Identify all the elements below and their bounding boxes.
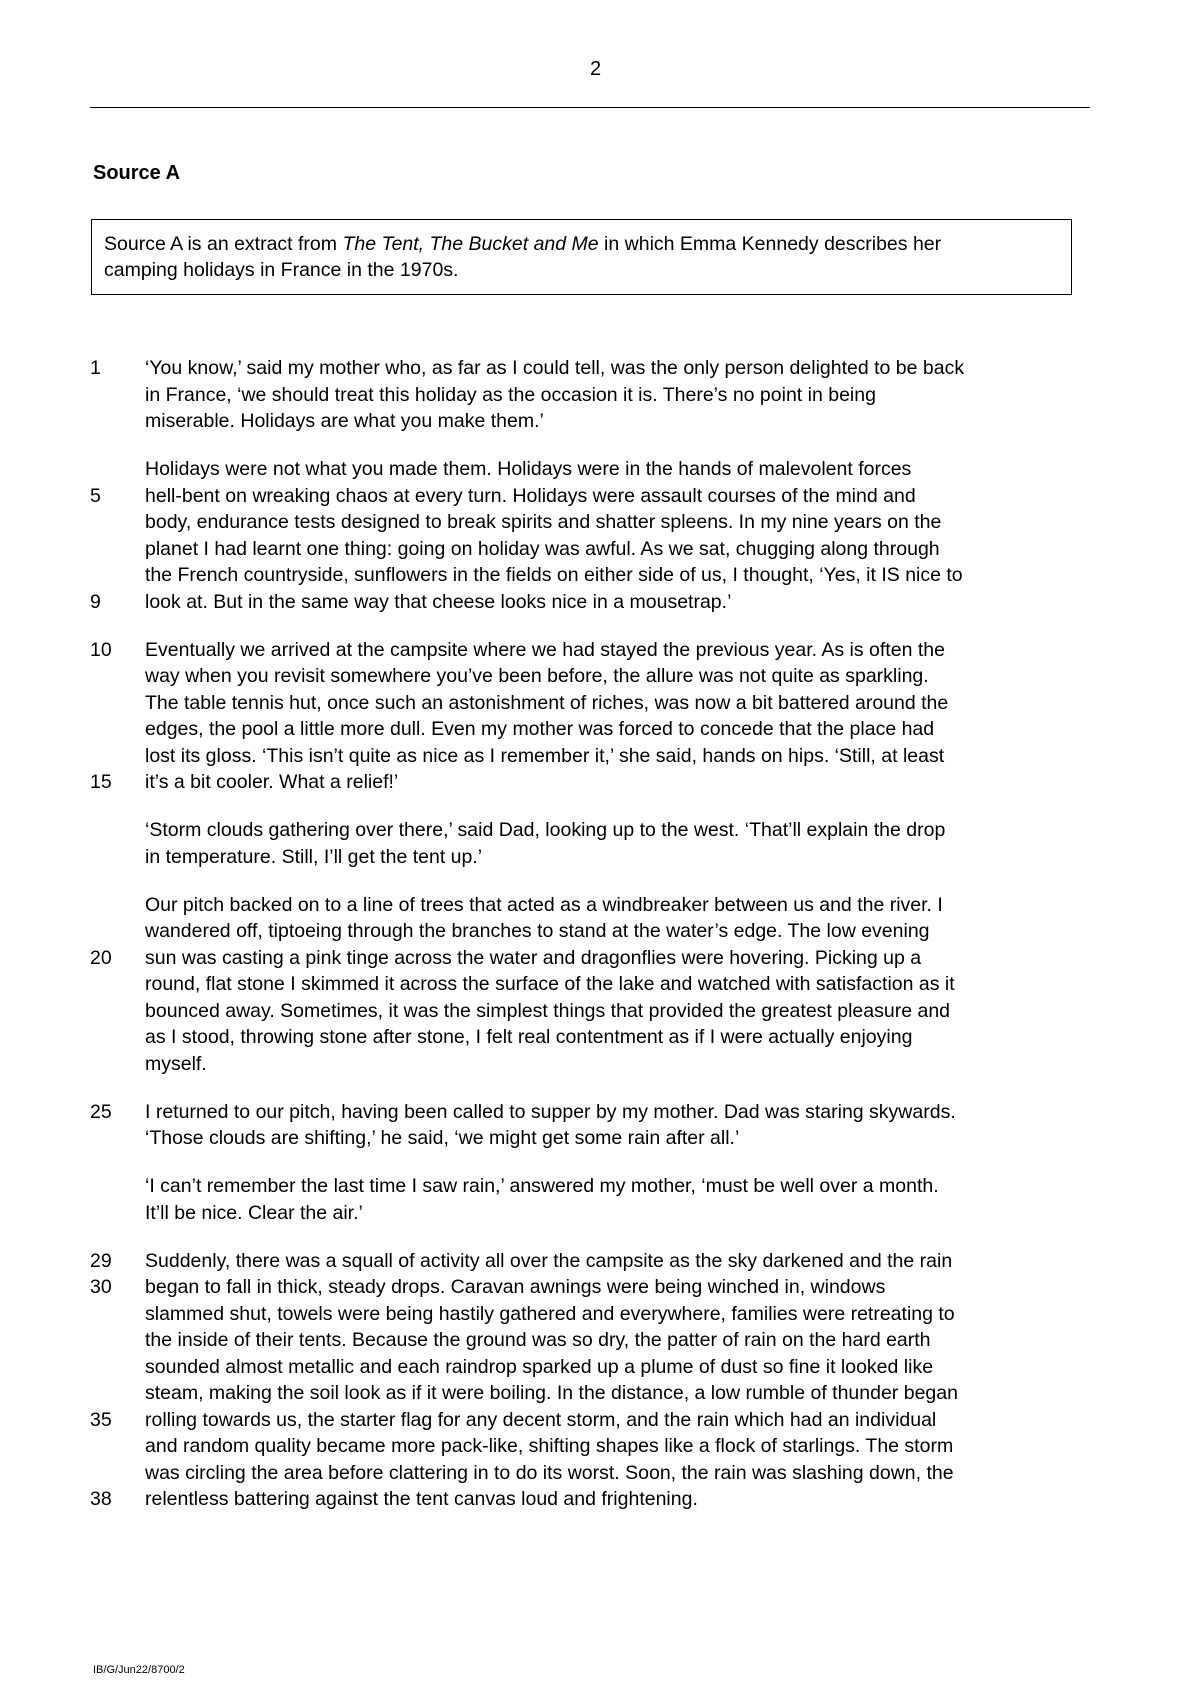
top-rule <box>90 107 1090 108</box>
text-line <box>0 945 1191 971</box>
line-text: in France, ‘we should treat this holiday as the occasion it is. There’s no point in being <box>145 383 876 406</box>
line-text: the French countryside, sunflowers in the fields on either side of us, I thought, ‘Yes, it IS nice to <box>145 564 963 586</box>
line-text: look at. But in the same way that cheese looks nice in a mousetrap.’ <box>145 590 732 613</box>
line-text: ‘I can’t remember the last time I saw rain,’ answered my mother, ‘must be well over a month. <box>145 1175 939 1197</box>
text-line <box>0 1173 1191 1199</box>
text-line <box>0 1051 1191 1077</box>
text-line <box>0 690 1191 716</box>
line-text: ‘Those clouds are shifting,’ he said, ‘we might get some rain after all.’ <box>145 1127 740 1149</box>
line-text: sun was casting a pink tinge across the water and dragonflies were hovering. Picking up a <box>145 946 922 969</box>
line-text: Holidays were not what you made them. Holidays were in the hands of malevolent forces <box>145 458 912 480</box>
text-line <box>0 1274 1191 1300</box>
text-line <box>0 817 1191 843</box>
text-line <box>0 589 1191 615</box>
line-text: I returned to our pitch, having been called to supper by my mother. Dad was staring skywards. <box>145 1100 956 1123</box>
line-text: began to fall in thick, steady drops. Caravan awnings were being winched in, windows <box>145 1276 886 1298</box>
line-number: 30 <box>90 1276 112 1298</box>
text-line <box>0 1460 1191 1486</box>
footer-code: IB/G/Jun22/8700/2 <box>93 1664 185 1676</box>
line-text: hell-bent on wreaking chaos at every turn. Holidays were assault courses of the mind and <box>145 484 916 507</box>
text-line <box>0 1486 1191 1512</box>
text-line <box>0 1301 1191 1327</box>
text-line <box>0 743 1191 769</box>
text-line <box>0 355 1191 381</box>
text-line <box>0 971 1191 997</box>
line-number: 38 <box>90 1488 112 1510</box>
line-text: and random quality became more pack-like, shifting shapes like a flock of starlings. The storm <box>145 1435 954 1457</box>
line-text: miserable. Holidays are what you make them.’ <box>145 410 544 432</box>
line-text: bounced away. Sometimes, it was the simplest things that provided the greatest pleasure and <box>145 999 951 1022</box>
line-text: in temperature. Still, I’ll get the tent up.’ <box>145 845 483 868</box>
line-text: round, flat stone I skimmed it across the surface of the lake and watched with satisfaction as it <box>145 973 955 995</box>
line-text: it’s a bit cooler. What a relief!’ <box>145 771 399 793</box>
line-text: edges, the pool a little more dull. Even my mother was forced to concede that the place had <box>145 718 935 740</box>
text-line <box>0 637 1191 663</box>
text-line <box>0 844 1191 870</box>
text-line <box>0 892 1191 918</box>
line-number: 5 <box>90 484 101 507</box>
text-line <box>0 509 1191 535</box>
line-text: lost its gloss. ‘This isn’t quite as nice as I remember it,’ she said, hands on hips. ‘Still, at least <box>145 744 945 767</box>
line-number: 10 <box>90 638 112 661</box>
text-line <box>0 663 1191 689</box>
text-line <box>0 536 1191 562</box>
intro-line-2: camping holidays in France in the 1970s. <box>104 259 459 281</box>
line-number: 35 <box>90 1408 112 1431</box>
text-line <box>0 382 1191 408</box>
text-line <box>0 1099 1191 1125</box>
line-text: slammed shut, towels were being hastily gathered and everywhere, families were retreating to <box>145 1302 955 1325</box>
text-line <box>0 1407 1191 1433</box>
line-text: relentless battering against the tent canvas loud and frightening. <box>145 1488 698 1510</box>
page-number: 2 <box>589 58 602 80</box>
intro-line-1 <box>104 231 1061 257</box>
text-line <box>0 1248 1191 1274</box>
text-line <box>0 1380 1191 1406</box>
line-text: sounded almost metallic and each raindrop sparked up a plume of dust so fine it looked like <box>145 1355 934 1378</box>
line-text: steam, making the soil look as if it were boiling. In the distance, a low rumble of thunder began <box>145 1382 958 1404</box>
text-line <box>0 562 1191 588</box>
intro-text-before: Source A is an extract from <box>104 233 343 255</box>
source-heading: Source A <box>93 162 181 184</box>
line-number: 25 <box>90 1100 112 1123</box>
line-text: ‘Storm clouds gathering over there,’ said Dad, looking up to the west. ‘That’ll explain the drop <box>145 819 946 841</box>
line-text: wandered off, tiptoeing through the branches to stand at the water’s edge. The low evening <box>145 920 930 942</box>
line-number: 9 <box>90 590 101 613</box>
text-line <box>0 456 1191 482</box>
text-line <box>0 1433 1191 1459</box>
intro-box <box>91 219 1072 295</box>
line-number: 15 <box>90 771 112 793</box>
line-text: planet I had learnt one thing: going on holiday was awful. As we sat, chugging along through <box>145 537 940 560</box>
text-line <box>0 1354 1191 1380</box>
book-title: The Tent, The Bucket and Me <box>342 233 599 255</box>
line-text: Suddenly, there was a squall of activity all over the campsite as the sky darkened and the rain <box>145 1249 953 1272</box>
text-line <box>0 1125 1191 1151</box>
intro-text-after: in which Emma Kennedy describes her <box>598 233 942 255</box>
line-number: 1 <box>90 357 101 379</box>
line-text: way when you revisit somewhere you’ve been before, the allure was not quite as sparkling. <box>145 665 929 687</box>
line-text: Our pitch backed on to a line of trees that acted as a windbreaker between us and the river. I <box>145 893 943 916</box>
line-text: rolling towards us, the starter flag for any decent storm, and the rain which had an individual <box>145 1408 937 1431</box>
text-line <box>0 1024 1191 1050</box>
line-number: 29 <box>90 1249 112 1272</box>
line-text: It’ll be nice. Clear the air.’ <box>145 1201 363 1224</box>
text-line <box>0 408 1191 434</box>
line-text: ‘You know,’ said my mother who, as far as I could tell, was the only person delighted to be back <box>145 357 965 379</box>
line-text: myself. <box>145 1052 207 1075</box>
text-line <box>0 918 1191 944</box>
line-text: body, endurance tests designed to break spirits and shatter spleens. In my nine years on the <box>145 511 942 533</box>
text-line <box>0 1200 1191 1226</box>
line-text: Eventually we arrived at the campsite where we had stayed the previous year. As is often the <box>145 638 945 661</box>
text-line <box>0 483 1191 509</box>
text-line <box>0 1327 1191 1353</box>
text-line <box>0 716 1191 742</box>
text-line <box>0 769 1191 795</box>
line-number: 20 <box>90 946 112 969</box>
line-text: was circling the area before clattering in to do its worst. Soon, the rain was slashing down, the <box>145 1461 954 1484</box>
text-line <box>0 998 1191 1024</box>
line-text: as I stood, throwing stone after stone, I felt real contentment as if I were actually enjoying <box>145 1026 913 1048</box>
line-text: the inside of their tents. Because the ground was so dry, the patter of rain on the hard earth <box>145 1329 931 1351</box>
line-text: The table tennis hut, once such an astonishment of riches, was now a bit battered around the <box>145 691 949 714</box>
